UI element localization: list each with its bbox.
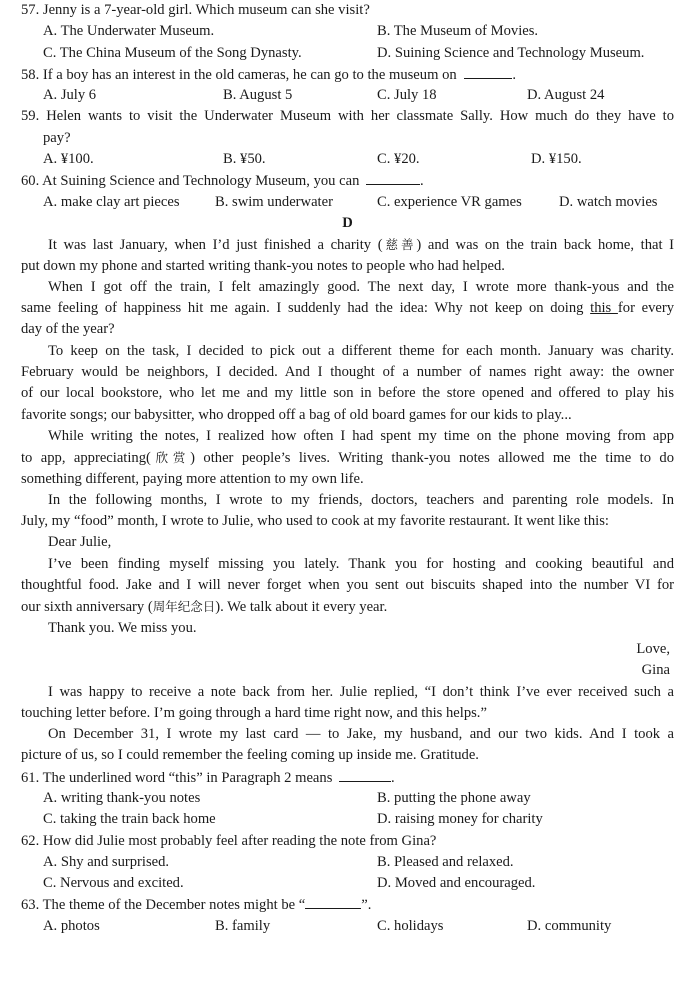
passage-p5-line-2: July, my “food” month, I wrote to Julie, who used to cook at my favorite restaurant. It went like this: [21, 513, 609, 530]
q61-option-a: A. writing thank-you notes [43, 789, 201, 806]
letter-closing: Love, [636, 640, 670, 657]
question-58-stem [21, 64, 674, 85]
q63-answer-blank [305, 894, 361, 909]
q62-option-a: A. Shy and surprised. [43, 853, 170, 870]
q61-stem-end: . [391, 769, 395, 786]
p4-text-a: to app, appreciating( [21, 450, 151, 467]
passage-p7-line-2: picture of us, so I could remember the feeling coming up inside me. Gratitude. [21, 747, 479, 764]
question-62-options-row-2 [21, 873, 674, 894]
q58-stem-text: 58. If a boy has an interest in the old cameras, he can go to the museum on [21, 66, 457, 83]
q62-option-b: B. Pleased and relaxed. [377, 853, 514, 870]
passage-p4-line-2 [21, 447, 674, 468]
q59-option-b: B. ¥50. [223, 151, 266, 168]
passage-p2-line-1: When I got off the train, I felt amazingly good. The next day, I wrote more thank-yous and the [48, 278, 674, 295]
passage-p1-line-1 [21, 234, 674, 255]
passage-p4-line-1: While writing the notes, I realized how often I had spent my time on the phone moving from app [48, 427, 674, 444]
q60-stem-end: . [420, 173, 424, 190]
letter-line-2: thoughtful food. Jake and I will never forget when you sent out biscuits shaped into the number VI for [21, 577, 674, 594]
p2-text-a: same feeling of happiness hit me again. I suddenly had the idea: Why not keep on doing [21, 300, 591, 317]
passage-p1-line-2: put down my phone and started writing thank-you notes to people who had helped. [21, 257, 505, 274]
passage-p2-line-2 [21, 298, 674, 319]
question-62-stem: 62. How did Julie most probably feel after reading the note from Gina? [21, 832, 437, 849]
section-heading: D [342, 214, 353, 231]
q61-option-b: B. putting the phone away [377, 789, 531, 806]
question-59-options [21, 149, 674, 170]
letter-signature: Gina [641, 662, 670, 679]
q59-option-c: C. ¥20. [377, 151, 420, 168]
q57-option-d: D. Suining Science and Technology Museum. [377, 44, 645, 61]
letter-text-b: ). We talk about it every year. [215, 599, 388, 616]
q60-stem-text: 60. At Suining Science and Technology Museum, you can [21, 173, 360, 190]
passage-p3-line-2: February would be neighbors, I decided. And I thought of a number of names right away: the owner [21, 364, 674, 381]
q61-option-d: D. raising money for charity [377, 811, 543, 828]
p1-cjk-gloss: 慈善 [382, 237, 417, 253]
q60-option-d: D. watch movies [559, 193, 658, 210]
q62-option-d: D. Moved and encouraged. [377, 875, 536, 892]
q61-stem-text: 61. The underlined word “this” in Paragraph 2 means [21, 769, 333, 786]
q60-option-a: A. make clay art pieces [43, 193, 180, 210]
p1-text-b: ) and was on the train back home, that I [416, 237, 674, 254]
p1-text-a: It was last January, when I’d just finished a charity ( [48, 237, 383, 254]
letter-cjk-gloss: 周年纪念日 [152, 599, 216, 615]
q63-option-a: A. photos [43, 917, 100, 934]
q59-option-d: D. ¥150. [531, 151, 582, 168]
p4-cjk-gloss: 欣赏 [150, 450, 191, 466]
letter-thanks: Thank you. We miss you. [48, 619, 197, 636]
q58-option-d: D. August 24 [527, 87, 605, 104]
p2-text-b: for every [617, 300, 674, 317]
q60-option-b: B. swim underwater [215, 193, 333, 210]
letter-text-a: our sixth anniversary ( [21, 599, 153, 616]
letter-line-3 [21, 596, 674, 617]
question-60-stem [21, 170, 674, 191]
q57-option-c: C. The China Museum of the Song Dynasty. [43, 44, 302, 61]
question-62-options-row-1 [21, 852, 674, 873]
passage-p3-line-4: favorite songs; our babysitter, who dropped off a bag of old board games for our kids to play... [21, 406, 572, 423]
q60-answer-blank [366, 170, 420, 185]
question-63-stem [21, 894, 674, 915]
passage-p6-line-1: I was happy to receive a note back from her. Julie replied, “I don’t think I’ve ever received such a [48, 683, 674, 700]
question-57-stem: 57. Jenny is a 7-year-old girl. Which museum can she visit? [21, 2, 370, 18]
q62-option-c: C. Nervous and excited. [43, 875, 184, 892]
question-60-options [21, 192, 674, 213]
passage-p3-line-3: of our local bookstore, who let me and my little son in before the store opened and offered to play his [21, 385, 674, 402]
question-63-options [21, 916, 674, 937]
question-61-options-row-1 [21, 788, 674, 809]
q60-option-c: C. experience VR games [377, 193, 522, 210]
question-61-options-row-2 [21, 809, 674, 830]
q63-stem-text: 63. The theme of the December notes might be “ [21, 897, 306, 914]
q61-option-c: C. taking the train back home [43, 811, 216, 828]
q58-option-c: C. July 18 [377, 87, 437, 104]
passage-p4-line-3: something different, paying more attention to my own life. [21, 470, 364, 487]
passage-p6-line-2: touching letter before. I’m going through a hard time right now, and this helps.” [21, 704, 487, 721]
question-58-options [21, 85, 674, 106]
q58-option-b: B. August 5 [223, 87, 293, 104]
q59-option-a: A. ¥100. [43, 151, 94, 168]
passage-p2-line-3: day of the year? [21, 321, 115, 338]
question-57-options-row-1 [21, 21, 674, 42]
letter-line-1: I’ve been finding myself missing you lately. Thank you for hosting and cooking beautiful and [48, 555, 674, 572]
q63-option-b: B. family [215, 917, 271, 934]
passage-p3-line-1: To keep on the task, I decided to pick out a different theme for each month. January was charity. [48, 342, 674, 359]
q57-option-a: A. The Underwater Museum. [43, 23, 215, 40]
passage-p7-line-1: On December 31, I wrote my last card — to Jake, my husband, and our two kids. And I took a [48, 726, 674, 743]
q58-stem-end: . [512, 66, 516, 83]
q58-answer-blank [464, 64, 512, 79]
q63-option-d: D. community [527, 917, 612, 934]
passage-p5-line-1: In the following months, I wrote to my friends, doctors, teachers and parenting role models. In [48, 491, 674, 508]
question-57-options-row-2 [21, 43, 674, 64]
question-61-stem [21, 767, 674, 788]
q61-answer-blank [339, 767, 391, 782]
q58-option-a: A. July 6 [43, 87, 97, 104]
p4-text-b: ) other people’s lives. Writing thank-you notes allowed me the time to do [190, 450, 674, 467]
question-59-stem-line-2: pay? [43, 129, 71, 146]
q63-option-c: C. holidays [377, 917, 444, 934]
p2-underlined-this: this [590, 300, 618, 317]
question-59-stem-line-1: 59. Helen wants to visit the Underwater Museum with her classmate Sally. How much do they have to [21, 108, 674, 125]
letter-greeting: Dear Julie, [48, 534, 112, 551]
q57-option-b: B. The Museum of Movies. [377, 23, 539, 40]
q63-stem-end: ”. [361, 897, 372, 914]
